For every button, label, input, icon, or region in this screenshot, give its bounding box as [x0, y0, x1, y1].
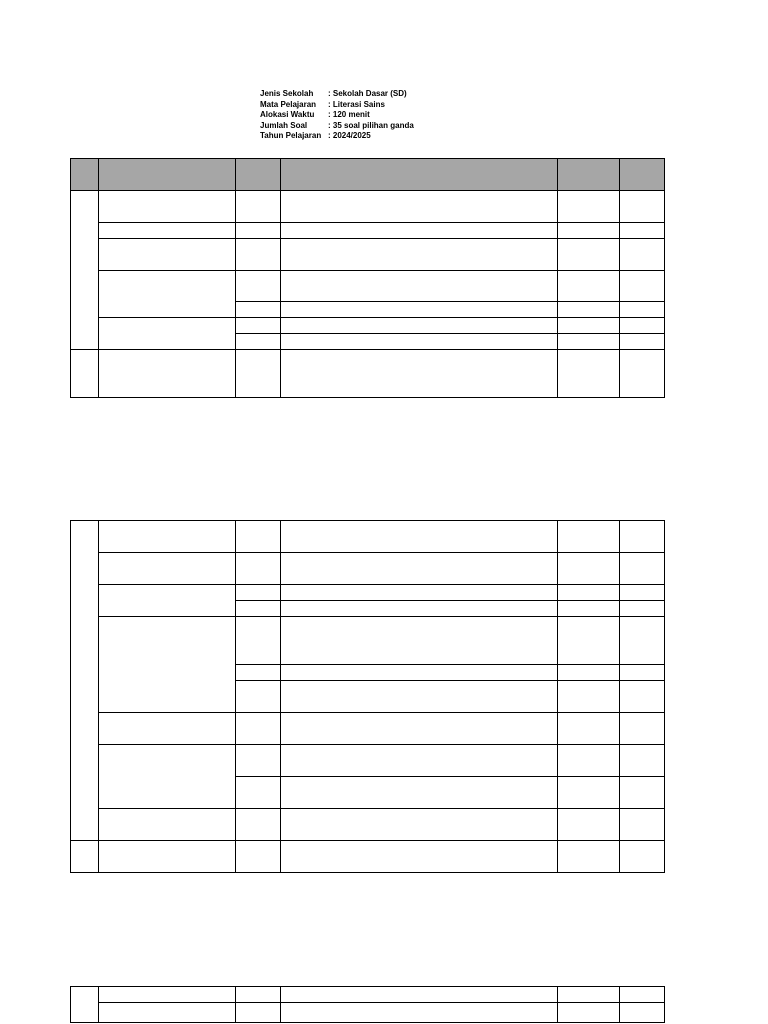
- info-label: Mata Pelajaran: [260, 99, 317, 109]
- table-cell: [558, 191, 620, 223]
- blueprint-table-2: [70, 520, 665, 873]
- table-cell: [281, 334, 558, 350]
- table-cell: [236, 987, 281, 1003]
- table-cell: [558, 809, 620, 841]
- table-cell: [620, 239, 665, 271]
- header-cell: [71, 159, 99, 191]
- info-row-year: [260, 131, 414, 142]
- table-cell: [71, 987, 99, 1023]
- table-cell: [620, 777, 665, 809]
- table-row: [71, 713, 665, 745]
- table-cell: [99, 987, 236, 1003]
- table-cell: [236, 601, 281, 617]
- table-cell: [281, 239, 558, 271]
- info-value: : 120 menit: [328, 110, 370, 120]
- table-cell: [236, 239, 281, 271]
- table-cell: [281, 809, 558, 841]
- table-row: [71, 553, 665, 585]
- table-cell: [99, 617, 236, 713]
- header-cell: [620, 159, 665, 191]
- table-cell: [620, 617, 665, 665]
- table-cell: [236, 191, 281, 223]
- info-row-time: [260, 110, 414, 121]
- table-cell: [281, 553, 558, 585]
- table-cell: [620, 713, 665, 745]
- table-cell: [620, 665, 665, 681]
- table-cell: [620, 601, 665, 617]
- table-cell: [99, 841, 236, 873]
- info-value: : 2024/2025: [328, 131, 371, 141]
- table-cell: [620, 191, 665, 223]
- table-cell: [99, 223, 236, 239]
- table-cell: [236, 841, 281, 873]
- table-cell: [281, 987, 558, 1003]
- table-cell: [620, 302, 665, 318]
- table-row: [71, 239, 665, 271]
- table-cell: [71, 191, 99, 350]
- table-cell: [99, 191, 236, 223]
- table-cell: [558, 601, 620, 617]
- info-label: Tahun Pelajaran: [260, 131, 322, 141]
- table-cell: [281, 302, 558, 318]
- table-cell: [558, 223, 620, 239]
- table-row: [71, 585, 665, 601]
- table-cell: [281, 841, 558, 873]
- table-cell: [281, 777, 558, 809]
- table-cell: [558, 334, 620, 350]
- table-cell: [558, 521, 620, 553]
- table-cell: [99, 1003, 236, 1023]
- table-cell: [236, 223, 281, 239]
- table-header-row: [71, 159, 665, 191]
- table-cell: [281, 681, 558, 713]
- table-cell: [558, 318, 620, 334]
- table-cell: [281, 617, 558, 665]
- table-cell: [558, 1003, 620, 1023]
- table-cell: [99, 239, 236, 271]
- table-row: [71, 271, 665, 302]
- table-cell: [236, 553, 281, 585]
- table-cell: [236, 745, 281, 777]
- table-cell: [620, 841, 665, 873]
- table-cell: [558, 239, 620, 271]
- table-cell: [620, 334, 665, 350]
- info-label: Jenis Sekolah: [260, 89, 314, 98]
- info-row-school: [260, 89, 414, 100]
- info-value: : 35 soal pilihan ganda: [328, 120, 414, 130]
- table-cell: [99, 585, 236, 617]
- table-cell: [236, 665, 281, 681]
- table-cell: [99, 521, 236, 553]
- table-cell: [558, 681, 620, 713]
- table-cell: [558, 745, 620, 777]
- table-row: [71, 350, 665, 398]
- table-row: [71, 191, 665, 223]
- blueprint-table-1: [70, 158, 665, 398]
- table-cell: [558, 585, 620, 601]
- table-cell: [236, 271, 281, 302]
- table-cell: [236, 1003, 281, 1023]
- table-cell: [558, 302, 620, 318]
- table-cell: [236, 809, 281, 841]
- table-cell: [281, 1003, 558, 1023]
- table-cell: [281, 191, 558, 223]
- table-cell: [558, 665, 620, 681]
- info-row-count: [260, 121, 414, 132]
- table-cell: [236, 617, 281, 665]
- table-cell: [99, 713, 236, 745]
- table-cell: [99, 809, 236, 841]
- table-cell: [236, 521, 281, 553]
- table-row: [71, 223, 665, 239]
- table-cell: [620, 553, 665, 585]
- table-cell: [281, 223, 558, 239]
- table-cell: [281, 665, 558, 681]
- table-cell: [99, 271, 236, 318]
- table-cell: [620, 521, 665, 553]
- table-cell: [620, 681, 665, 713]
- table-row: [71, 1003, 665, 1023]
- table-cell: [558, 713, 620, 745]
- table-cell: [558, 987, 620, 1003]
- table-cell: [558, 350, 620, 398]
- table-cell: [99, 745, 236, 809]
- table-cell: [236, 585, 281, 601]
- table-cell: [236, 334, 281, 350]
- table-cell: [236, 350, 281, 398]
- table-cell: [558, 617, 620, 665]
- table-row: [71, 987, 665, 1003]
- table-cell: [236, 318, 281, 334]
- info-label: Jumlah Soal: [260, 120, 308, 130]
- table-cell: [558, 553, 620, 585]
- table-cell: [620, 271, 665, 302]
- table-row: [71, 841, 665, 873]
- table-cell: [558, 271, 620, 302]
- table-cell: [236, 713, 281, 745]
- table-cell: [236, 777, 281, 809]
- table-cell: [281, 318, 558, 334]
- info-label: Alokasi Waktu: [260, 110, 315, 120]
- table-cell: [281, 601, 558, 617]
- table-row: [71, 521, 665, 553]
- table-cell: [620, 809, 665, 841]
- header-cell: [281, 159, 558, 191]
- table-cell: [558, 841, 620, 873]
- header-cell: [99, 159, 236, 191]
- table-cell: [99, 553, 236, 585]
- table-cell: [281, 271, 558, 302]
- table-row: [71, 617, 665, 665]
- table-cell: [99, 318, 236, 350]
- table-cell: [99, 350, 236, 398]
- table-cell: [281, 350, 558, 398]
- blueprint-table-3: [70, 986, 665, 1023]
- table-row: [71, 809, 665, 841]
- table-row: [71, 745, 665, 777]
- table-cell: [71, 350, 99, 398]
- table-cell: [558, 777, 620, 809]
- table-cell: [281, 585, 558, 601]
- table-cell: [281, 745, 558, 777]
- info-row-subject: [260, 100, 414, 111]
- table-cell: [236, 302, 281, 318]
- table-cell: [281, 713, 558, 745]
- table-cell: [620, 745, 665, 777]
- info-value: : Literasi Sains: [328, 99, 385, 109]
- header-cell: [558, 159, 620, 191]
- table-cell: [620, 318, 665, 334]
- table-cell: [71, 841, 99, 873]
- table-cell: [620, 223, 665, 239]
- header-cell: [236, 159, 281, 191]
- table-cell: [620, 350, 665, 398]
- info-value: : Sekolah Dasar (SD): [328, 89, 407, 98]
- table-cell: [71, 521, 99, 841]
- exam-info: [260, 89, 414, 142]
- table-cell: [620, 987, 665, 1003]
- table-row: [71, 318, 665, 334]
- table-cell: [236, 681, 281, 713]
- table-cell: [281, 521, 558, 553]
- table-cell: [620, 585, 665, 601]
- table-cell: [620, 1003, 665, 1023]
